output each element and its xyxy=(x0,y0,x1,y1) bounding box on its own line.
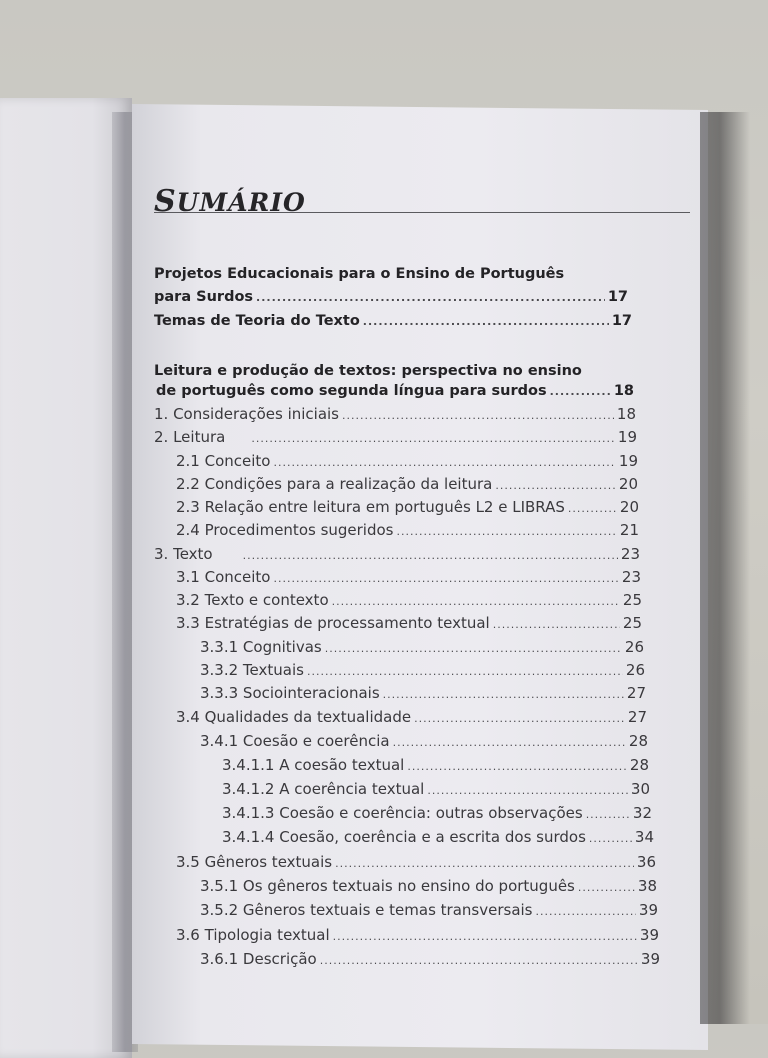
toc-entry[interactable] xyxy=(176,925,659,947)
title-rest: UMÁRIO xyxy=(176,188,306,217)
toc-page-number: 23 xyxy=(621,568,641,586)
toc-page-number: 28 xyxy=(629,756,649,774)
toc-entry[interactable] xyxy=(176,852,656,874)
toc-label: 3.5 Gêneros textuais xyxy=(176,853,333,871)
toc-dots xyxy=(393,733,626,753)
toc-page-number: 36 xyxy=(636,853,656,871)
toc-entry[interactable] xyxy=(222,755,649,777)
toc-entry[interactable] xyxy=(176,520,639,542)
toc-page-number: 26 xyxy=(625,661,645,679)
toc-dots xyxy=(383,685,624,705)
toc-page-number: 21 xyxy=(619,521,639,539)
toc-dots xyxy=(273,569,618,589)
toc-entry[interactable] xyxy=(176,451,638,473)
toc-label: 2.4 Procedimentos sugeridos xyxy=(176,521,394,539)
toc-entry[interactable] xyxy=(200,660,645,682)
toc-label: 3.4.1.2 A coerência textual xyxy=(222,780,425,798)
toc-dots xyxy=(495,476,616,496)
toc-label: 3.4.1.1 A coesão textual xyxy=(222,756,405,774)
toc-entry[interactable] xyxy=(176,613,642,635)
toc-page-number: 30 xyxy=(630,780,650,798)
toc-label: 2.3 Relação entre leitura em português L2 e LIBRAS xyxy=(176,498,565,516)
toc-page-number: 38 xyxy=(637,877,657,895)
toc-entry[interactable] xyxy=(176,707,647,729)
toc-label: 3.4.1.3 Coesão e coerência: outras observações xyxy=(222,804,583,822)
toc-heading xyxy=(154,264,564,284)
toc-label: Leitura e produção de textos: perspectiva no ensino xyxy=(154,363,582,379)
toc-dots xyxy=(256,288,605,308)
toc-page-number: 23 xyxy=(620,545,640,563)
toc-dots xyxy=(536,902,636,922)
toc-label: Projetos Educacionais para o Ensino de Português xyxy=(154,266,565,282)
toc-page-number: 27 xyxy=(626,684,646,702)
toc-dots xyxy=(342,406,614,426)
toc-page-number: 17 xyxy=(611,313,632,329)
toc-dots xyxy=(493,615,620,635)
toc-label: 3.5.1 Os gêneros textuais no ensino do português xyxy=(200,877,575,895)
toc-dots xyxy=(320,951,638,971)
toc-label: 3.3.1 Cognitivas xyxy=(200,638,322,656)
toc-entry[interactable] xyxy=(222,827,654,849)
toc-label: 3.6.1 Descrição xyxy=(200,950,317,968)
toc-label: 3.2 Texto e contexto xyxy=(176,591,329,609)
toc-dots xyxy=(307,662,623,682)
title-underline xyxy=(154,212,690,213)
toc-label: 2. Leitura xyxy=(154,428,226,446)
toc-page-number: 18 xyxy=(613,383,634,399)
toc-page-number: 39 xyxy=(640,950,660,968)
toc-label: 3.5.2 Gêneros textuais e temas transversais xyxy=(200,901,533,919)
toc-page-number: 25 xyxy=(622,591,642,609)
toc-entry[interactable] xyxy=(176,567,641,589)
toc-dots xyxy=(325,639,622,659)
toc-entry[interactable] xyxy=(154,311,632,332)
toc-entry[interactable] xyxy=(200,900,658,922)
toc-page-number: 26 xyxy=(624,638,644,656)
toc-dots xyxy=(333,927,637,947)
toc-dots xyxy=(243,546,618,566)
toc-page-number: 39 xyxy=(639,926,659,944)
page-title xyxy=(154,184,306,219)
toc-page-number: 34 xyxy=(634,828,654,846)
page-edge-shadow xyxy=(700,112,750,1024)
toc-page-number: 20 xyxy=(619,498,639,516)
toc-entry[interactable] xyxy=(154,404,636,426)
toc-entry[interactable] xyxy=(200,876,657,898)
toc-dots xyxy=(397,522,617,542)
toc-label: 3.3.3 Sociointeracionais xyxy=(200,684,380,702)
toc-entry[interactable] xyxy=(222,803,652,825)
toc-dots xyxy=(251,429,615,449)
toc-entry[interactable] xyxy=(154,287,628,308)
toc-page-number: 18 xyxy=(616,405,636,423)
toc-label: 3.4.1.4 Coesão, coerência e a escrita dos surdos xyxy=(222,828,586,846)
toc-heading xyxy=(154,361,582,381)
toc-entry[interactable] xyxy=(154,427,637,449)
toc-dots xyxy=(427,781,628,801)
toc-label: 3.4.1 Coesão e coerência xyxy=(200,732,390,750)
toc-entry[interactable] xyxy=(176,474,638,496)
toc-label: de português como segunda língua para surdos xyxy=(156,383,547,399)
toc-entry[interactable] xyxy=(176,590,642,612)
toc-dots xyxy=(407,757,627,777)
toc-entry[interactable] xyxy=(222,779,650,801)
toc-dots xyxy=(414,709,625,729)
toc-entry[interactable] xyxy=(200,731,648,753)
toc-dots xyxy=(363,312,609,332)
toc-entry[interactable] xyxy=(176,497,639,519)
toc-label: 1. Considerações iniciais xyxy=(154,405,339,423)
toc-dots xyxy=(550,382,611,402)
toc-label: 3.6 Tipologia textual xyxy=(176,926,330,944)
toc-dots xyxy=(335,854,634,874)
toc-dots xyxy=(589,829,632,849)
toc-label: 3.4 Qualidades da textualidade xyxy=(176,708,412,726)
toc-page-number: 28 xyxy=(628,732,648,750)
toc-entry[interactable] xyxy=(154,544,640,566)
toc-page-number: 19 xyxy=(617,428,637,446)
toc-label: 3. Texto xyxy=(154,545,213,563)
toc-label: 3.3.2 Textuais xyxy=(200,661,304,679)
toc-page-number: 27 xyxy=(627,708,647,726)
toc-label: 2.2 Condições para a realização da leitura xyxy=(176,475,493,493)
toc-entry[interactable] xyxy=(200,637,644,659)
toc-dots xyxy=(586,805,630,825)
toc-page-number: 17 xyxy=(607,289,628,305)
toc-label: 3.3 Estratégias de processamento textual xyxy=(176,614,490,632)
toc-dots xyxy=(568,499,617,519)
toc-dots xyxy=(273,453,615,473)
toc-entry[interactable] xyxy=(200,949,660,971)
toc-page-number: 32 xyxy=(632,804,652,822)
toc-page-number: 20 xyxy=(618,475,638,493)
title-initial: S xyxy=(154,184,177,219)
toc-dots xyxy=(578,878,635,898)
toc-page-number: 39 xyxy=(638,901,658,919)
toc-entry[interactable] xyxy=(156,381,634,402)
toc-page-number: 19 xyxy=(618,452,638,470)
toc-label: 3.1 Conceito xyxy=(176,568,271,586)
toc-dots xyxy=(332,592,620,612)
toc-page-number: 25 xyxy=(622,614,642,632)
toc-label: 2.1 Conceito xyxy=(176,452,271,470)
toc-entry[interactable] xyxy=(200,683,646,705)
toc-label: Temas de Teoria do Texto xyxy=(154,313,360,329)
toc-label: para Surdos xyxy=(154,289,254,305)
